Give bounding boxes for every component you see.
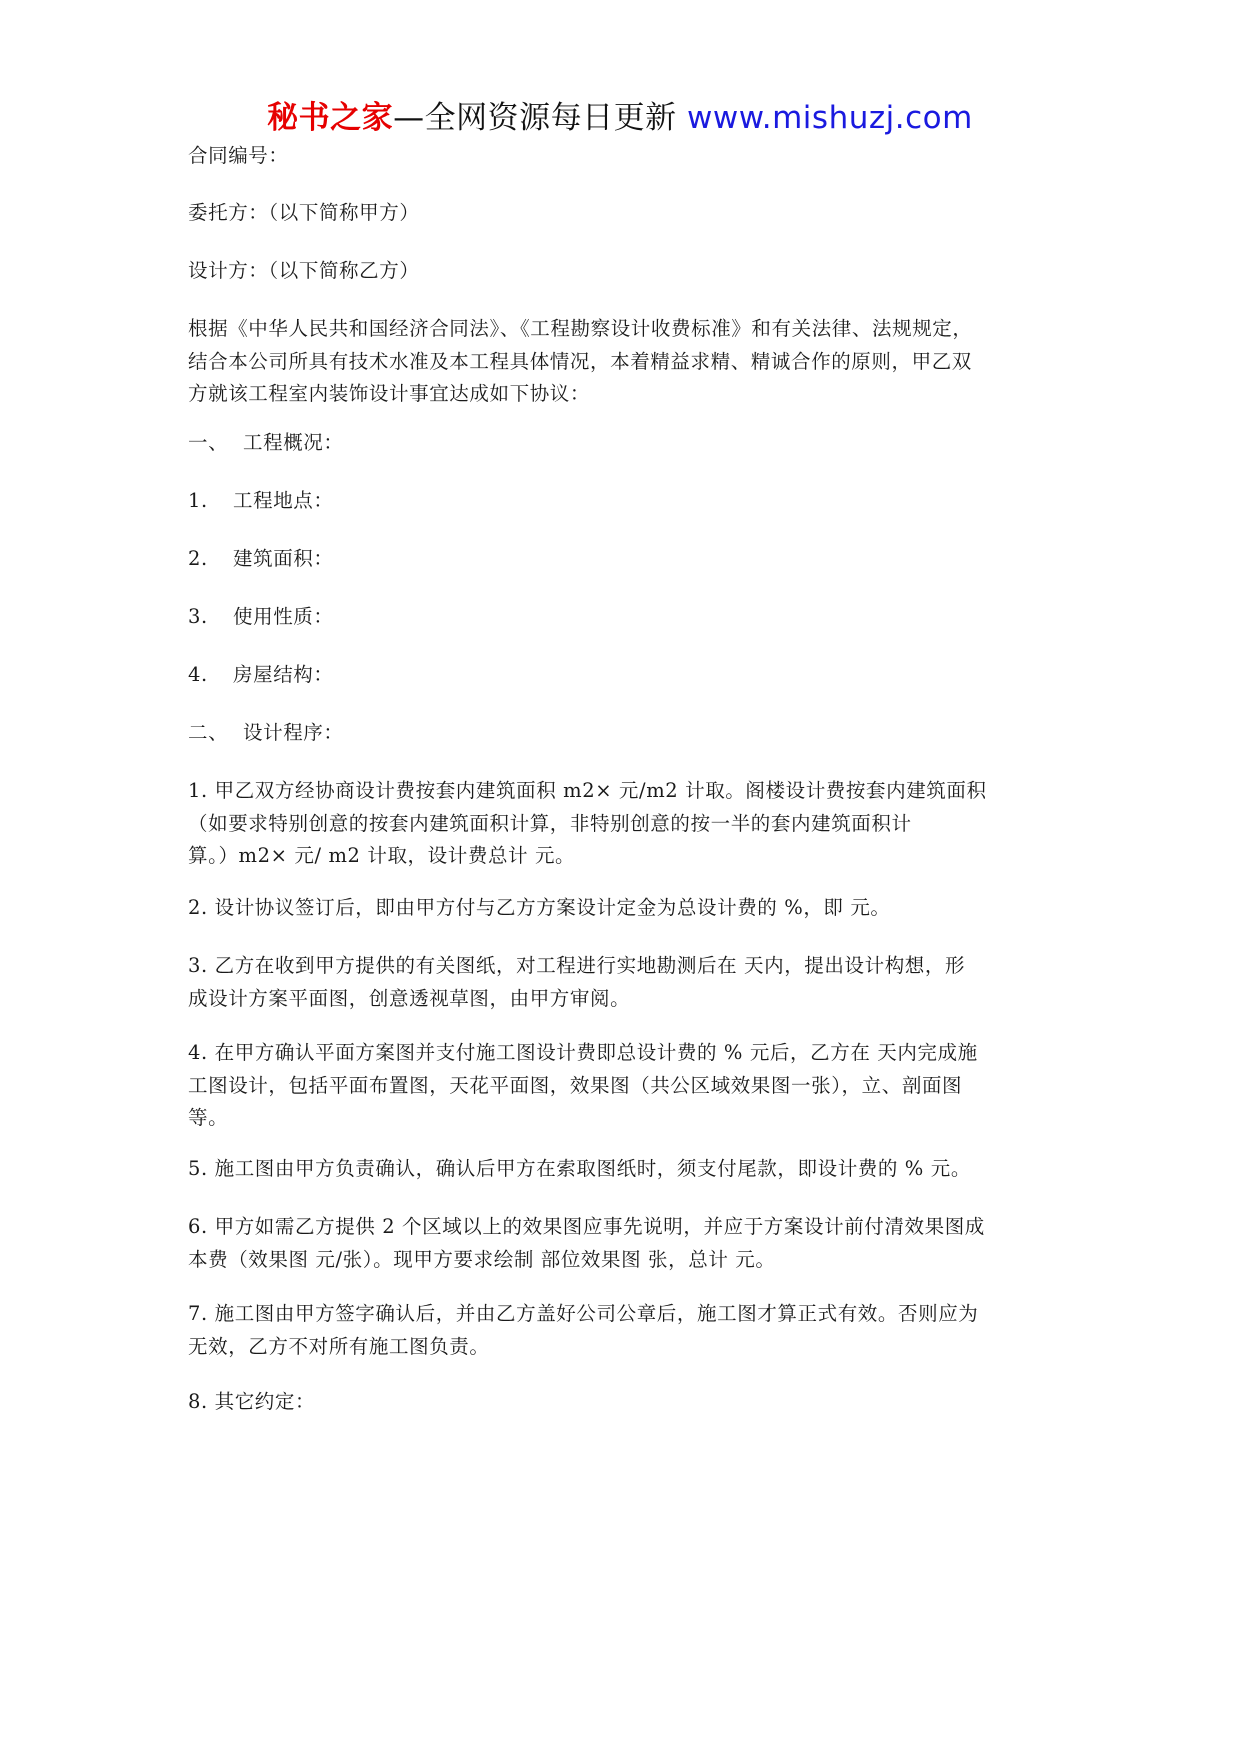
- section-1-item: [188, 659, 1058, 692]
- brand-name: 秘书之家: [267, 100, 394, 136]
- preamble-line: 结合本公司所具有技术水准及本工程具体情况，本着精益求精、精诚合作的原则，甲乙双: [188, 349, 972, 373]
- client-line: [188, 197, 1058, 230]
- item-number: 1.: [188, 489, 208, 512]
- clause-5: [188, 1153, 1058, 1186]
- preamble-line: 方就该工程室内装饰设计事宜达成如下协议：: [188, 382, 591, 405]
- item-text: 工程地点：: [233, 489, 334, 512]
- clause-line: 1. 甲乙双方经协商设计费按套内建筑面积 m2× 元/m2 计取。阁楼设计费按套内建筑面积: [188, 779, 987, 802]
- clause-line: 7. 施工图由甲方签字确认后，并由乙方盖好公司公章后，施工图才算正式有效。否则应为: [188, 1302, 979, 1325]
- clause-1: [188, 775, 1058, 873]
- clause-3: [188, 950, 1058, 1015]
- item-text: 使用性质：: [233, 605, 334, 628]
- section-1-item: [188, 601, 1058, 634]
- section-1-title: 工程概况：: [243, 431, 344, 454]
- clause-line: 成设计方案平面图，创意透视草图，由甲方审阅。: [188, 986, 631, 1010]
- preamble-line: 根据《中华人民共和国经济合同法》、《工程勘察设计收费标准》和有关法律、法规规定，: [188, 317, 973, 340]
- clause-8: [188, 1386, 1058, 1419]
- contract-number-line: [188, 140, 1058, 173]
- clause-line: 4. 在甲方确认平面方案图并支付施工图设计费即总设计费的 % 元后，乙方在 天内完成施: [188, 1041, 978, 1064]
- section-1-number: 一、: [188, 431, 229, 454]
- section-1-item: [188, 543, 1058, 576]
- section-1-heading: [188, 427, 1058, 460]
- header-url-link[interactable]: www.mishuzj.com: [687, 100, 973, 136]
- section-2-number: 二、: [188, 721, 229, 744]
- clause-line: 5. 施工图由甲方负责确认，确认后甲方在索取图纸时，须支付尾款，即设计费的 % 元。: [188, 1157, 971, 1180]
- item-text: 建筑面积：: [233, 547, 334, 570]
- section-2-title: 设计程序：: [243, 721, 344, 744]
- clause-6: [188, 1211, 1058, 1276]
- clause-line: （如要求特别创意的按套内建筑面积计算，非特别创意的按一半的套内建筑面积计: [188, 811, 912, 835]
- clause-line: 8. 其它约定：: [188, 1390, 316, 1413]
- item-number: 2.: [188, 547, 208, 570]
- section-1-item: [188, 485, 1058, 518]
- clause-line: 2. 设计协议签订后，即由甲方付与乙方方案设计定金为总设计费的 %，即 元。: [188, 896, 891, 919]
- client-label: 委托方：（以下简称甲方）: [188, 201, 420, 224]
- preamble-paragraph: [188, 313, 1058, 411]
- clause-line: 无效，乙方不对所有施工图负责。: [188, 1334, 490, 1358]
- site-header-banner: [0, 98, 1240, 138]
- header-slogan: —全网资源每日更新: [393, 100, 688, 136]
- clause-7: [188, 1298, 1058, 1363]
- section-2-heading: [188, 717, 1058, 750]
- clause-line: 3. 乙方在收到甲方提供的有关图纸，对工程进行实地勘测后在 天内，提出设计构想，形: [188, 954, 966, 977]
- designer-label: 设计方：（以下简称乙方）: [188, 259, 420, 282]
- designer-line: [188, 255, 1058, 288]
- clause-line: 6. 甲方如需乙方提供 2 个区域以上的效果图应事先说明，并应于方案设计前付清效果图成: [188, 1215, 985, 1238]
- clause-line: 等。: [188, 1106, 229, 1129]
- clause-line: 工图设计，包括平面布置图，天花平面图，效果图（共公区域效果图一张），立、剖面图: [188, 1073, 963, 1097]
- contract-number-label: 合同编号：: [188, 144, 289, 167]
- clause-2: [188, 892, 1058, 925]
- item-text: 房屋结构：: [233, 663, 334, 686]
- item-number: 3.: [188, 605, 208, 628]
- item-number: 4.: [188, 663, 208, 686]
- clause-line: 算。）m2× 元/ m2 计取，设计费总计 元。: [188, 844, 576, 867]
- clause-line: 本费（效果图 元/张）。现甲方要求绘制 部位效果图 张，总计 元。: [188, 1247, 776, 1271]
- clause-4: [188, 1037, 1058, 1135]
